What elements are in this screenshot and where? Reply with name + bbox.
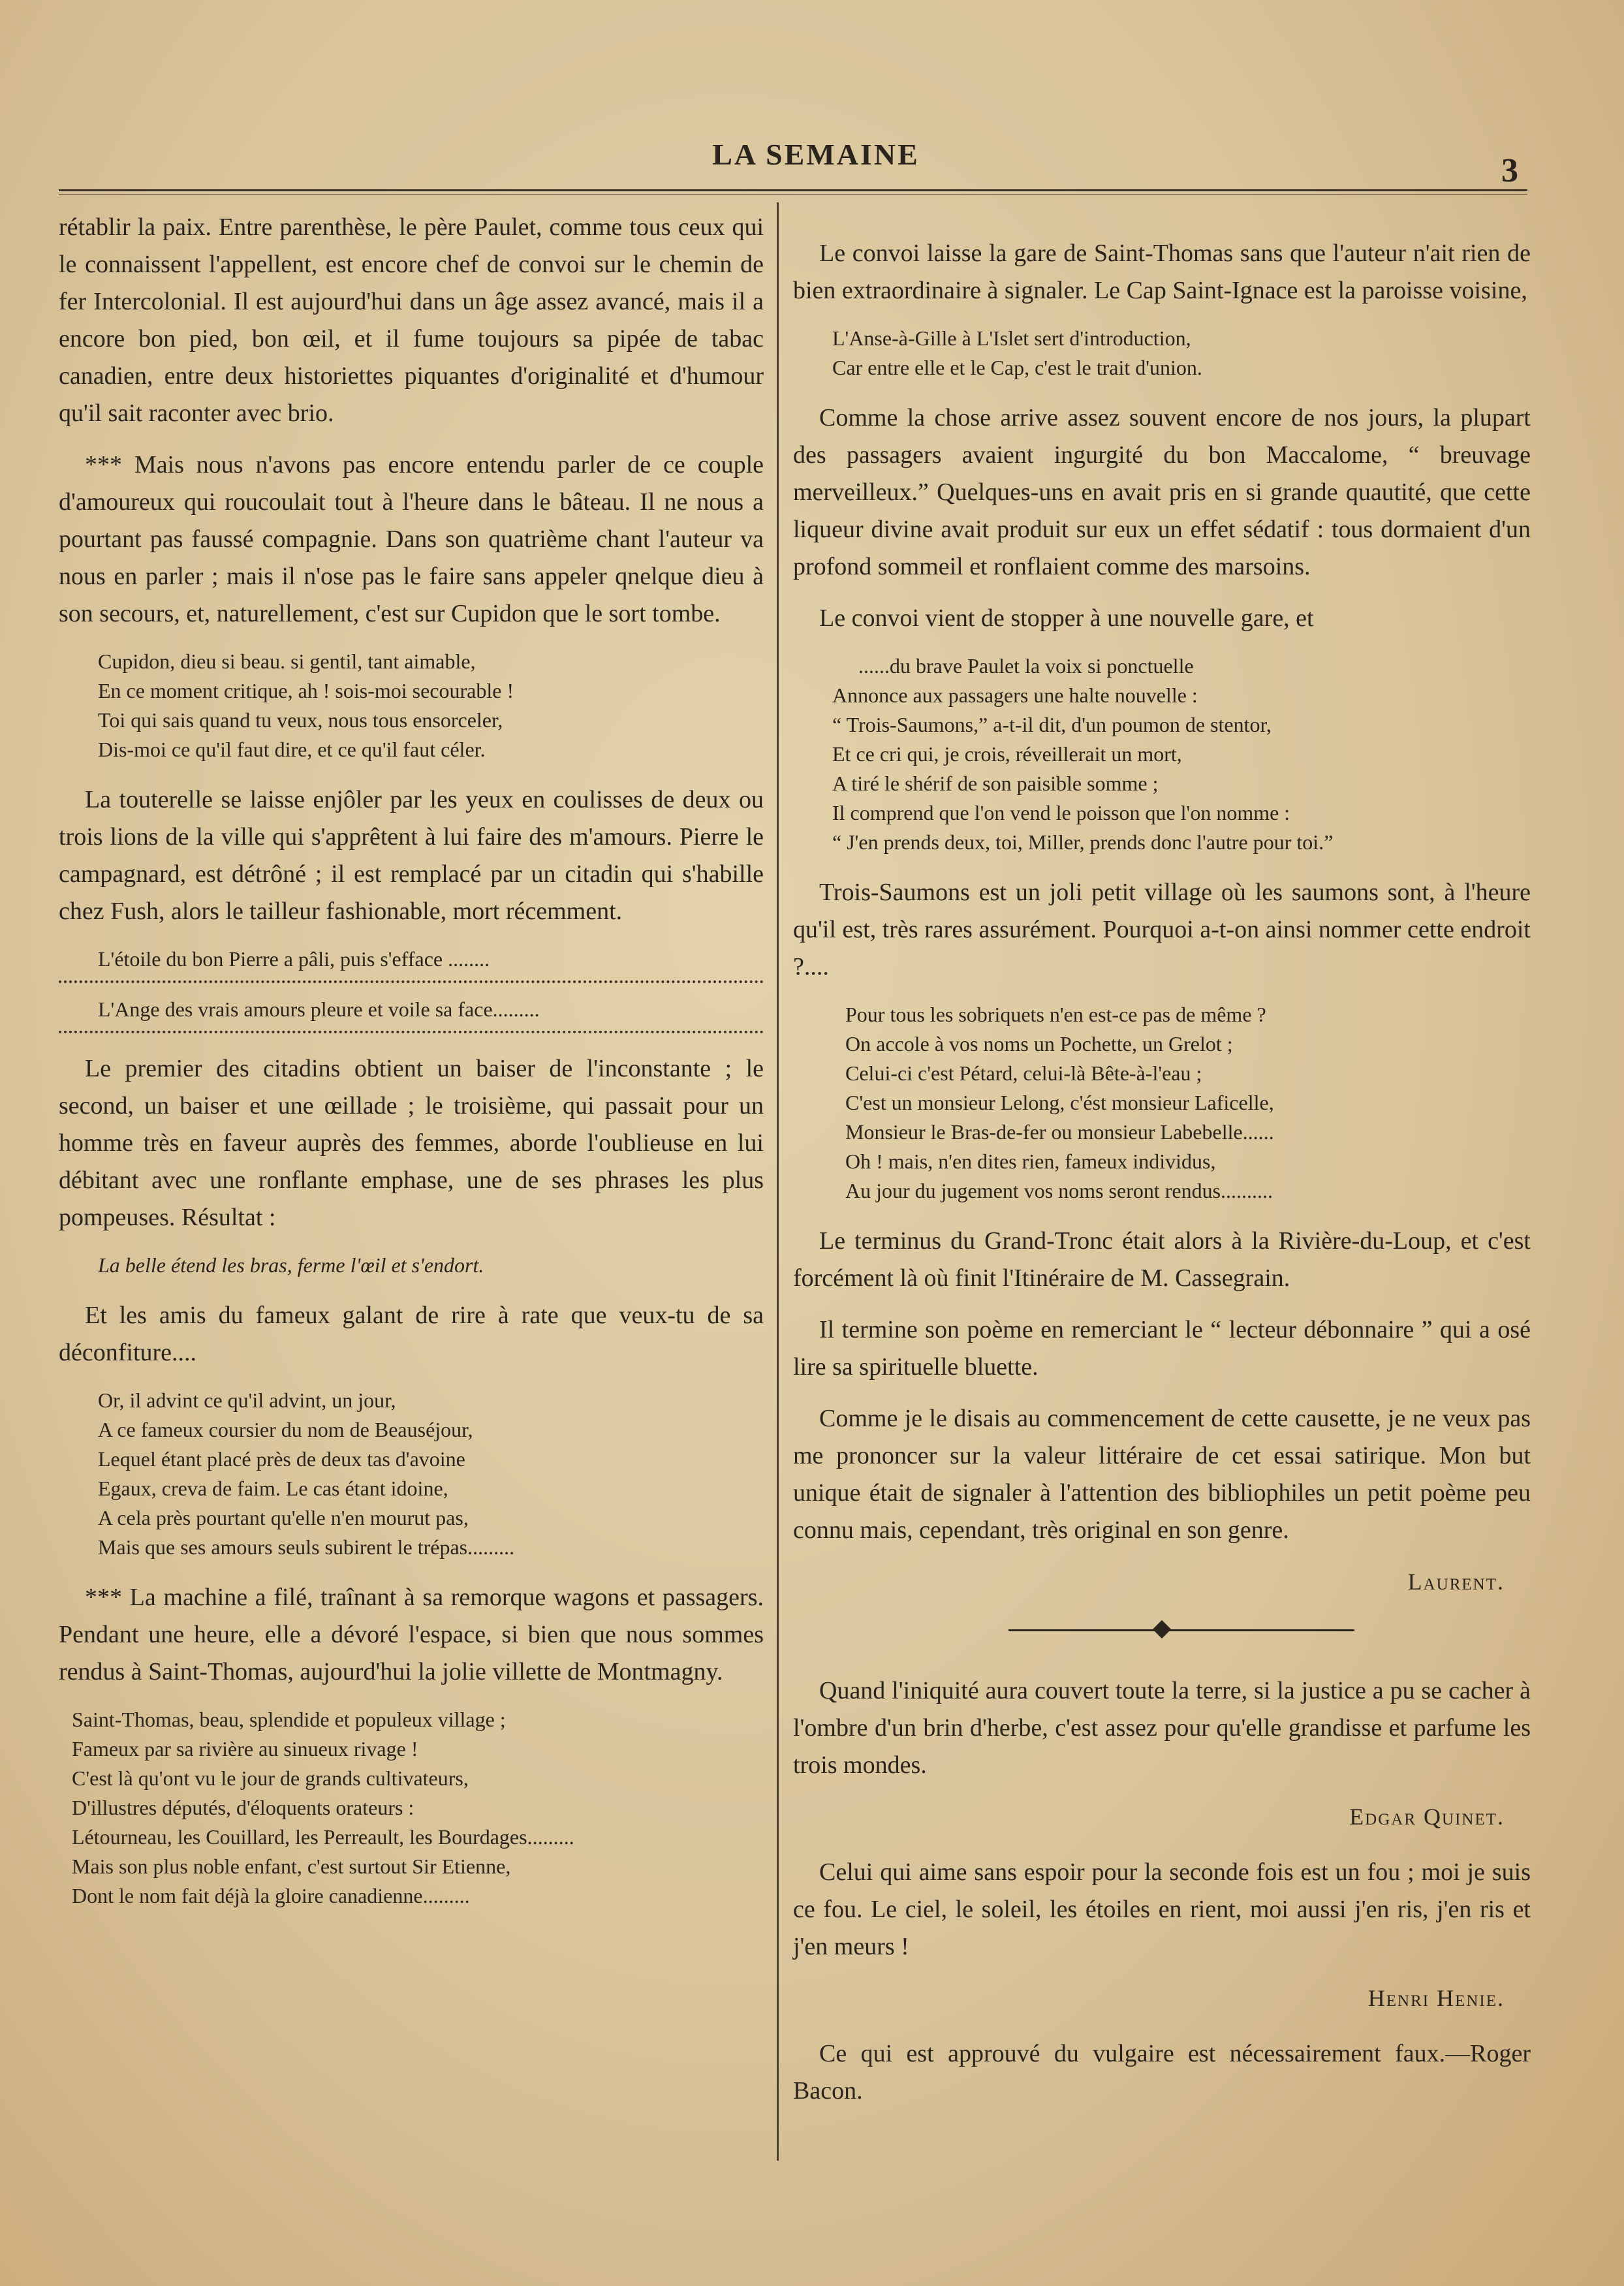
verse-line: Toi qui sais quand tu veux, nous tous ensorceler, — [98, 708, 503, 732]
verse-etoile — [59, 945, 764, 1033]
verse-line: Monsieur le Bras-de-fer ou monsieur Labebelle...... — [845, 1120, 1274, 1144]
verse-line: Or, il advint ce qu'il advint, un jour, — [98, 1388, 396, 1412]
verse-line: Il comprend que l'on vend le poisson que l'on nomme : — [832, 801, 1290, 824]
signature-quinet: Edgar Quinet. — [1349, 1804, 1505, 1830]
verse-line: C'est là qu'ont vu le jour de grands cultivateurs, — [72, 1766, 469, 1790]
verse-line: Annonce aux passagers une halte nouvelle : — [832, 683, 1198, 707]
dotted-separator — [59, 1031, 764, 1033]
verse-line: Lequel étant placé près de deux tas d'avoine — [98, 1447, 465, 1471]
quotation: Quand l'iniquité aura couvert toute la terre, si la justice a pu se cacher à l'ombre d'un brin d'herbe, c'est assez pour qu'elle grandisse et parfume les trois mondes. — [793, 1677, 1531, 1779]
verse-line: L'étoile du bon Pierre a pâli, puis s'efface ........ — [98, 947, 490, 971]
verse-beausejour — [98, 1386, 764, 1562]
page-number: 3 — [1501, 152, 1518, 189]
column-divider — [777, 202, 779, 2161]
dotted-separator — [59, 980, 764, 983]
left-column — [59, 209, 764, 1928]
verse-line: Oh ! mais, n'en dites rien, fameux individus, — [845, 1150, 1216, 1173]
masthead-title: LA SEMAINE — [712, 138, 920, 171]
signature-henie: Henri Henie. — [1367, 1985, 1505, 2011]
paragraph: Et les amis du fameux galant de rire à rate que veux-tu de sa déconfiture.... — [59, 1302, 764, 1366]
paragraph: Comme je le disais au commencement de cette causette, je ne veux pas me prononcer sur la valeur littéraire de cet essai satirique. Mon but unique était de signaler à l'attention des bibliophiles un petit poème peu connu mais, cependant, très original en son genre. — [793, 1405, 1531, 1544]
right-column — [793, 235, 1531, 2124]
paragraph: *** Mais nous n'avons pas encore entendu parler de ce couple d'amoureux qui roucoulait tout à l'heure dans le bâteau. Il ne nous a pourtant pas faussé compagnie. Dans son quatrième chant l'auteur va nous en parler ; mais il n'ose pas le faire sans appeler qnelque dieu à son secours, et, naturellement, c'est sur Cupidon que le sort tombe. — [59, 451, 764, 627]
verse-line: Saint-Thomas, beau, splendide et populeux village ; — [72, 1708, 506, 1731]
verse-line: “ Trois-Saumons,” a-t-il dit, d'un poumon de stentor, — [832, 713, 1272, 736]
verse-line: Létourneau, les Couillard, les Perreault, les Bourdages......... — [72, 1825, 574, 1849]
verse-line: D'illustres députés, d'éloquents orateurs : — [72, 1796, 414, 1819]
ornament-line — [1008, 1629, 1354, 1631]
verse-line: L'Ange des vrais amours pleure et voile sa face......... — [98, 997, 540, 1021]
paragraph: Trois-Saumons est un joli petit village où les saumons sont, à l'heure qu'il est, très rares assurément. Pourquoi a-t-on ainsi nommer cette endroit ?.... — [793, 879, 1531, 980]
verse-line: Et ce cri qui, je crois, réveillerait un mort, — [832, 742, 1182, 766]
verse-line: Cupidon, dieu si beau. si gentil, tant aimable, — [98, 650, 476, 673]
quotation: Celui qui aime sans espoir pour la seconde fois est un fou ; moi je suis ce fou. Le ciel, le soleil, les étoiles en rient, moi aussi j'en ris, j'en ris et j'en meurs ! — [793, 1858, 1531, 1960]
verse-line: Egaux, creva de faim. Le cas étant idoine, — [98, 1477, 448, 1500]
verse-line: L'Anse-à-Gille à L'Islet sert d'introduction, — [832, 326, 1191, 350]
verse-line: Mais son plus noble enfant, c'est surtout Sir Etienne, — [72, 1855, 511, 1878]
verse-saint-thomas — [72, 1705, 764, 1911]
verse-line: Fameux par sa rivière au sinueux rivage ! — [72, 1737, 418, 1761]
ornament-diamond — [1153, 1620, 1171, 1638]
verse-line: Dis-moi ce qu'il faut dire, et ce qu'il faut céler. — [98, 738, 486, 761]
verse-line: A tiré le shérif de son paisible somme ; — [832, 772, 1159, 795]
verse-line: Celui-ci c'est Pétard, celui-là Bête-à-l'eau ; — [845, 1061, 1202, 1085]
verse-line: Car entre elle et le Cap, c'est le trait d'union. — [832, 356, 1202, 379]
verse-line: “ J'en prends deux, toi, Miller, prends donc l'autre pour toi.” — [832, 830, 1334, 854]
ornament-divider — [793, 1620, 1531, 1640]
paragraph: Le convoi vient de stopper à une nouvelle gare, et — [819, 604, 1314, 632]
verse-sobriquets — [845, 1000, 1531, 1206]
paragraph: Il termine son poème en remerciant le “ lecteur débonnaire ” qui a osé lire sa spirituelle bluette. — [793, 1316, 1531, 1381]
paragraph: Le convoi laisse la gare de Saint-Thomas sans que l'auteur n'ait rien de bien extraordinaire à signaler. Le Cap Saint-Ignace est la paroisse voisine, — [793, 240, 1531, 304]
verse-paulet — [832, 651, 1531, 857]
verse-line: On accole à vos noms un Pochette, un Grelot ; — [845, 1032, 1233, 1056]
verse-line: A cela près pourtant qu'elle n'en mourut pas, — [98, 1506, 469, 1529]
verse-line: La belle étend les bras, ferme l'œil et s'endort. — [98, 1253, 484, 1277]
paragraph: Le premier des citadins obtient un baiser de l'inconstante ; le second, un baiser et une œillade ; le troisième, qui passait pour un homme très en faveur auprès des femmes, aborde l'oublieuse en lui débitant avec une ronflante emphase, une de ses phrases les plus pompeuses. Résultat : — [59, 1055, 764, 1231]
signature-laurent: Laurent. — [1407, 1569, 1505, 1595]
paragraph: *** La machine a filé, traînant à sa remorque wagons et passagers. Pendant une heure, elle a dévoré l'espace, si bien que nous sommes rendus à Saint-Thomas, aujourd'hui la jolie villette de Montmagny. — [59, 1584, 764, 1685]
paragraph: rétablir la paix. Entre parenthèse, le père Paulet, comme tous ceux qui le connaissent l'appellent, est encore chef de convoi sur le chemin de fer Intercolonial. Il est aujourd'hui dans un âge assez avancé, mais il a encore bon pied, bon œil, et il fume toujours sa pipée de tabac canadien, entre deux historiettes piquantes d'originalité et d'humour qu'il sait raconter avec brio. — [59, 213, 764, 427]
verse-line: A ce fameux coursier du nom de Beauséjour, — [98, 1418, 473, 1441]
verse-line: Dont le nom fait déjà la gloire canadienne......... — [72, 1884, 470, 1907]
paragraph: Comme la chose arrive assez souvent encore de nos jours, la plupart des passagers avaient ingurgité du bon Maccalome, “ breuvage merveilleux.” Quelques-uns en avait pris en si grande quautité, que cette liqueur divine avait produit sur eux un effet sédatif : tous dormaient d'un profond sommeil et ronflaient comme des marsoins. — [793, 404, 1531, 580]
paragraph: La touterelle se laisse enjôler par les yeux en coulisses de deux ou trois lions de la ville qui s'apprêtent à lui faire des m'amours. Pierre le campagnard, est détrôné ; il est remplacé par un citadin qui s'habille chez Fush, alors le tailleur fashionable, mort récemment. — [59, 786, 764, 925]
paragraph: Le terminus du Grand-Tronc était alors à la Rivière-du-Loup, et c'est forcément là où finit l'Itinéraire de M. Cassegrain. — [793, 1227, 1531, 1292]
verse-belle — [98, 1251, 764, 1280]
verse-line: C'est un monsieur Lelong, c'ést monsieur Laficelle, — [845, 1091, 1274, 1114]
verse-cupidon — [98, 647, 764, 764]
header-rule — [59, 189, 1527, 191]
verse-line: ......du brave Paulet la voix si ponctuelle — [858, 654, 1194, 678]
verse-line: Mais que ses amours seuls subirent le trépas......... — [98, 1535, 515, 1559]
quotation: Ce qui est approuvé du vulgaire est nécessairement faux.—Roger Bacon. — [793, 2040, 1531, 2105]
verse-line: En ce moment critique, ah ! sois-moi secourable ! — [98, 679, 514, 702]
verse-line: Au jour du jugement vos noms seront rendus.......... — [845, 1179, 1273, 1202]
verse-anse — [832, 324, 1531, 383]
verse-line: Pour tous les sobriquets n'en est-ce pas de même ? — [845, 1003, 1266, 1026]
